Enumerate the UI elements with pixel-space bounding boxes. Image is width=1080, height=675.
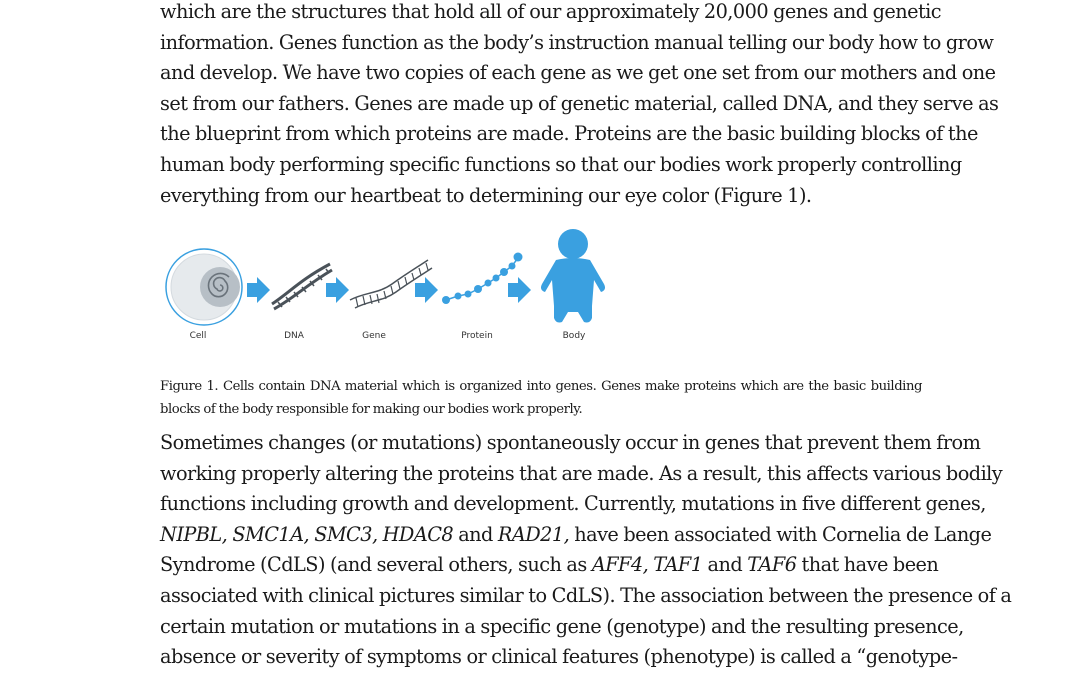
text-line: associated with clinical pictures similar to CdLS). The association between the presence of a xyxy=(160,583,1012,607)
arrow-icon xyxy=(326,277,349,303)
text-line: human body performing specific functions so that our bodies work properly controlling xyxy=(160,152,962,176)
arrow-icon xyxy=(247,277,270,303)
text-line: everything from our heartbeat to determining our eye color (Figure 1). xyxy=(160,183,812,207)
arrow-icon xyxy=(415,277,438,303)
figure-1-diagram xyxy=(160,222,620,357)
paragraph-mutations xyxy=(160,428,1012,673)
caption-line: Figure 1. Cells contain DNA material which is organized into genes. Genes make proteins which are the basic building xyxy=(160,379,922,394)
caption-line: blocks of the body responsible for making our bodies work properly. xyxy=(160,402,583,417)
cell-to-body-diagram xyxy=(160,222,620,357)
cell-icon xyxy=(166,249,242,325)
figure-caption xyxy=(160,375,922,421)
dna-icon xyxy=(272,264,332,309)
gene-name: SMC1A, xyxy=(232,522,310,546)
gene-name: RAD21, xyxy=(497,522,570,546)
text-line: set from our fathers. Genes are made up of genetic material, called DNA, and they serve as xyxy=(160,91,999,115)
text-line: information. Genes function as the body’s instruction manual telling our body how to grow xyxy=(160,30,994,54)
text-fragment: have been associated with Cornelia de Lange xyxy=(574,522,992,546)
body-icon xyxy=(541,229,605,323)
conjunction: and xyxy=(458,522,493,546)
gene-name: TAF6 xyxy=(747,553,797,577)
paragraph-intro xyxy=(160,0,999,211)
figure-label-cell: Cell xyxy=(189,331,207,341)
text-line: which are the structures that hold all of our approximately 20,000 genes and genetic xyxy=(160,0,942,23)
text-line-genes xyxy=(160,550,939,581)
gene-name: HDAC8 xyxy=(382,522,454,546)
text-line: functions including growth and development. Currently, mutations in five different genes, xyxy=(160,492,986,516)
text-line: absence or severity of symptoms or clinical features (phenotype) is called a “genotype- xyxy=(160,645,958,669)
gene-name: TAF1 xyxy=(653,553,703,577)
text-line-genes xyxy=(160,520,992,551)
figure-label-protein: Protein xyxy=(461,331,493,341)
figure-label-body: Body xyxy=(562,331,586,341)
text-line: certain mutation or mutations in a specific gene (genotype) and the resulting presence, xyxy=(160,614,964,638)
gene-name: SMC3, xyxy=(314,522,378,546)
text-fragment: Syndrome (CdLS) (and several others, such as xyxy=(160,553,587,577)
text-line: working properly altering the proteins that are made. As a result, this affects various bodily xyxy=(160,461,1003,485)
arrow-icon xyxy=(508,277,531,303)
text-line: the blueprint from which proteins are made. Proteins are the basic building blocks of the xyxy=(160,122,978,146)
gene-name: NIPBL, xyxy=(160,522,228,546)
text-line: Sometimes changes (or mutations) spontaneously occur in genes that prevent them from xyxy=(160,431,981,454)
gene-name: AFF4, xyxy=(591,553,649,577)
conjunction: and xyxy=(707,553,743,577)
figure-label-gene: Gene xyxy=(362,331,386,341)
text-fragment: that have been xyxy=(801,553,939,577)
figure-label-dna: DNA xyxy=(284,331,304,341)
text-line: and develop. We have two copies of each gene as we get one set from our mothers and one xyxy=(160,61,996,85)
